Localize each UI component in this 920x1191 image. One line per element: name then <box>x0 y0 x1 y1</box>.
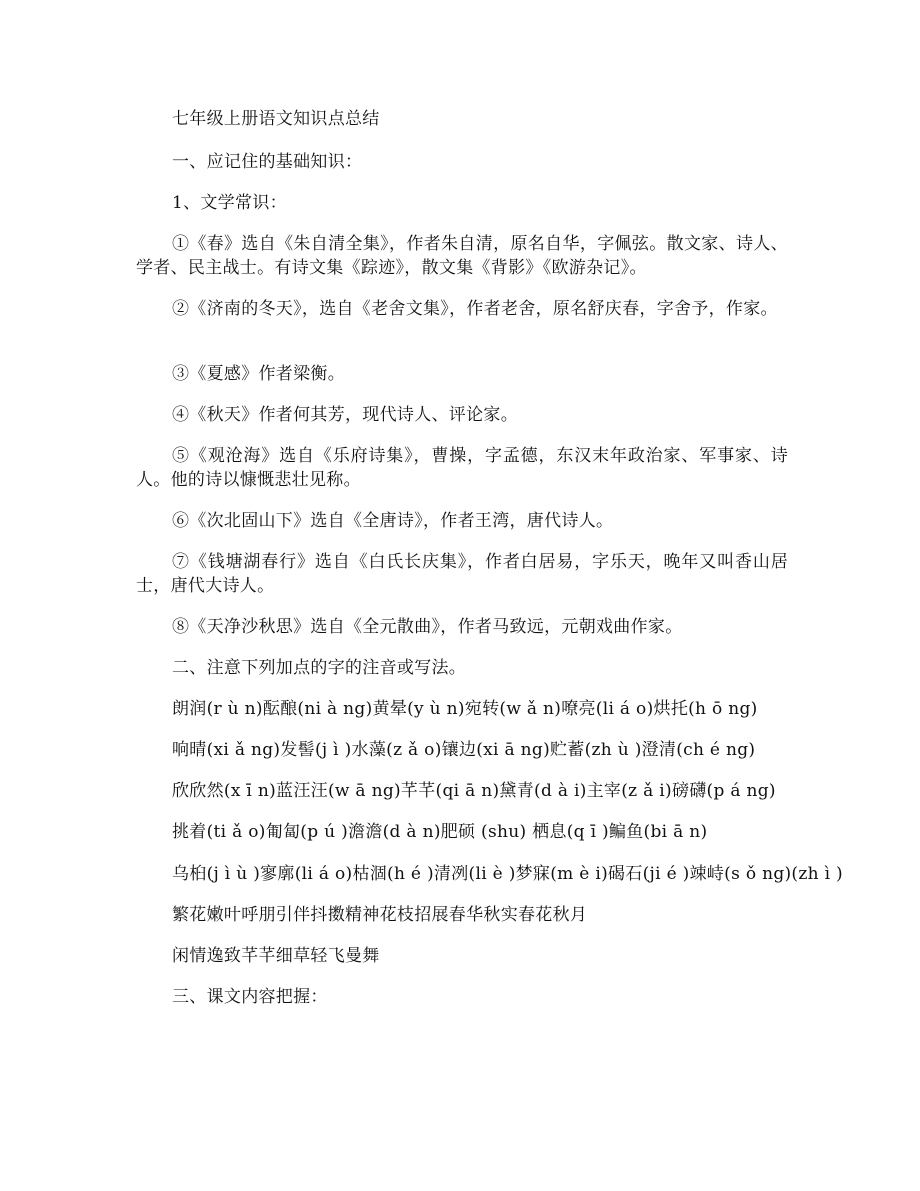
pronunciation-line-2: 响晴(xi ǎ ng)发髻(j ì )水藻(z ǎ o)镶边(xi ā ng)贮蓄(zh ù )澄清(ch é ng) <box>172 740 756 760</box>
pronunciation-line-4: 挑着(ti ǎ o)匍匐(p ú )澹澹(d à n)肥硕 (shu) 栖息(q ī )鳊鱼(bi ā n) <box>172 822 708 842</box>
literary-item-3: ③《夏感》作者梁衡。 <box>172 364 345 384</box>
vocabulary-line-1: 繁花嫩叶呼朋引伴抖擞精神花枝招展春华秋实春花秋月 <box>172 905 588 925</box>
section-heading-basics: 一、应记住的基础知识： <box>172 152 363 172</box>
section-heading-pronunciation: 二、注意下列加点的字的注音或写法。 <box>172 658 467 678</box>
pronunciation-line-3: 欣欣然(x ī n)蓝汪汪(w ā ng)芊芊(qi ā n)黛青(d à i)主宰(z ǎ i)磅礴(p á ng) <box>172 781 776 801</box>
literary-item-5: ⑤《观沧海》选自《乐府诗集》，曹操，字孟德，东汉末年政治家、军事家、诗人。他的诗以慷慨悲壮见称。 <box>136 446 788 490</box>
document-title: 七年级上册语文知识点总结 <box>172 109 380 129</box>
vocabulary-line-2: 闲情逸致芊芊细草轻飞曼舞 <box>172 946 380 966</box>
literary-item-6: ⑥《次北固山下》选自《全唐诗》，作者王湾，唐代诗人。 <box>172 511 614 531</box>
literary-item-1: ①《春》选自《朱自清全集》，作者朱自清，原名自华，字佩弦。散文家、诗人、学者、民主战士。有诗文集《踪迹》，散文集《背影》《欧游杂记》。 <box>136 234 788 278</box>
literary-item-7: ⑦《钱塘湖春行》选自《白氏长庆集》，作者白居易，字乐天，晚年又叫香山居士，唐代大诗人。 <box>136 552 788 596</box>
section-heading-text-content: 三、课文内容把握： <box>172 987 328 1007</box>
pronunciation-line-1: 朗润(r ù n)酝酿(ni à ng)黄晕(y ù n)宛转(w ǎ n)嘹亮(li á o)烘托(h ō ng) <box>172 699 758 719</box>
pronunciation-line-5: 乌桕(j ì ù )寥廓(li á o)枯涸(h é )清冽(li è )梦寐(m è i)碣石(ji é )竦峙(s ǒ ng)(zh ì ) <box>172 864 843 884</box>
literary-item-8: ⑧《天净沙秋思》选自《全元散曲》，作者马致远，元朝戏曲作家。 <box>172 617 683 637</box>
literary-item-4: ④《秋天》作者何其芳，现代诗人、评论家。 <box>172 405 518 425</box>
literary-item-2: ②《济南的冬天》，选自《老舍文集》，作者老舍，原名舒庆春，字舍予，作家。 <box>172 299 778 319</box>
subheading-literary-knowledge: 1、文学常识： <box>172 193 287 213</box>
